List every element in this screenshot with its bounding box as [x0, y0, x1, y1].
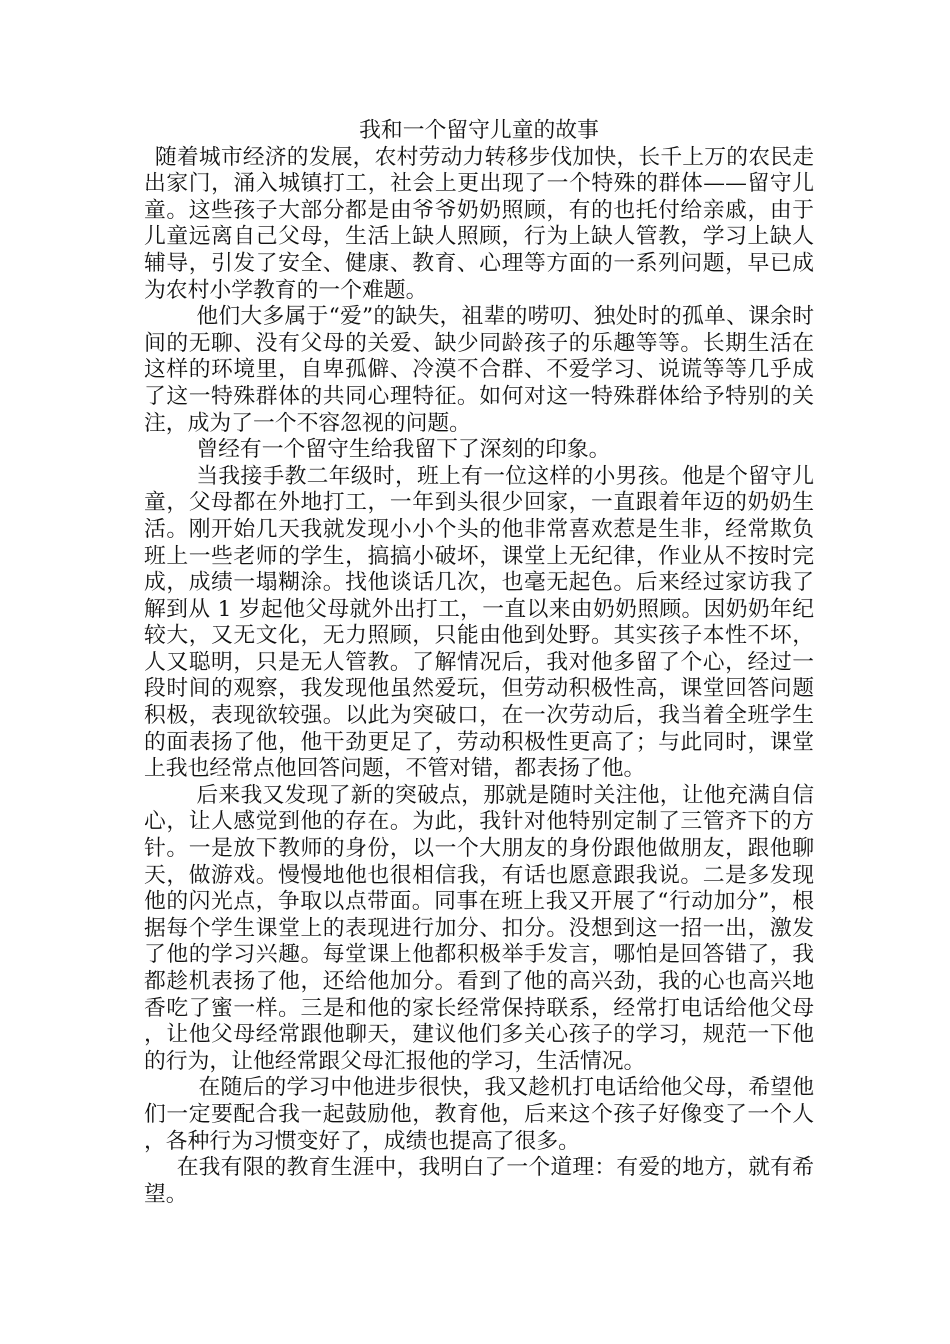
paragraph-intro: 随着城市经济的发展，农村劳动力转移步伐加快，长千上万的农民走出家门，涌入城镇打工，社会上更出现了一个特殊的群体——留守儿童。这些孩子大部分都是由爷爷奶奶照顾，有的也托付给亲戚，由于儿童远离自己父母，生活上缺人照顾，行为上缺人管教，学习上缺人辅导，引发了安全、健康、教育、心理等方面的一系列问题，早已成为农村小学教育的一个难题。 — [144, 144, 814, 303]
document-title: 我和一个留守儿童的故事 — [359, 118, 599, 143]
paragraph-progress: 在随后的学习中他进步很快，我又趁机打电话给他父母，希望他们一定要配合我一起鼓励他，教育他，后来这个孩子好像变了一个人，各种行为习惯变好了，成绩也提高了很多。 — [144, 1075, 814, 1154]
paragraph-conclusion: 在我有限的教育生涯中，我明白了一个道理：有爱的地方，就有希望。 — [144, 1155, 814, 1207]
paragraph-love-deficit: 他们大多属于“爱”的缺失，祖辈的唠叨、独处时的孤单、课余时间的无聊、没有父母的关爱、缺少同龄孩子的乐趣等等。长期生活在这样的环境里，自卑孤僻、冷漠不合群、不爱学习、说谎等等几乎成了这一特殊群体的共同心理特征。如何对这一特殊群体给予特别的关注，成为了一个不容忽视的问题。 — [144, 304, 814, 436]
document-page — [144, 118, 814, 1208]
paragraph-boy-story: 当我接手教二年级时，班上有一位这样的小男孩。他是个留守儿童，父母都在外地打工，一年到头很少回家，一直跟着年迈的奶奶生活。刚开始几天我就发现小小个头的他非常喜欢惹是生非，经常欺负班上一些老师的学生，搞搞小破坏，课堂上无纪律，作业从不按时完成，成绩一塌糊涂。找他谈话几次，也毫无起色。后来经过家访我了解到从 1 岁起他父母就外出打工，一直以来由奶奶照顾。因奶奶年纪较大，又无文化，无力照顾，只能由他到处野。其实孩子本性不坏，人又聪明，只是无人管教。了解情况后，我对他多留了个心，经过一段时间的观察，我发现他虽然爱玩，但劳动积极性高，课堂回答问题积极，表现欲较强。以此为突破口，在一次劳动后，我当着全班学生的面表扬了他，他干劲更足了，劳动积极性更高了；与此同时，课堂上我也经常点他回答问题，不管对错，都表扬了他。 — [144, 463, 814, 782]
paragraph-memory: 曾经有一个留守生给我留下了深刻的印象。 — [196, 437, 611, 463]
paragraph-breakthrough: 后来我又发现了新的突破点，那就是随时关注他，让他充满自信心，让人感觉到他的存在。为此，我针对他特别定制了三管齐下的方针。一是放下教师的身份，以一个大朋友的身份跟他做朋友，跟他聊天，做游戏。慢慢地他也很相信我，有话也愿意跟我说。二是多发现他的闪光点，争取以点带面。同事在班上我又开展了“行动加分”，根据每个学生课堂上的表现进行加分、扣分。没想到这一招一出，激发了他的学习兴趣。每堂课上他都积极举手发言，哪怕是回答错了，我都趁机表扬了他，还给他加分。看到了他的高兴劲，我的心也高兴地香吃了蜜一样。三是和他的家长经常保持联系，经常打电话给他父母，让他父母经常跟他聊天，建议他们多关心孩子的学习，规范一下他的行为，让他经常跟父母汇报他的学习，生活情况。 — [144, 782, 814, 1074]
